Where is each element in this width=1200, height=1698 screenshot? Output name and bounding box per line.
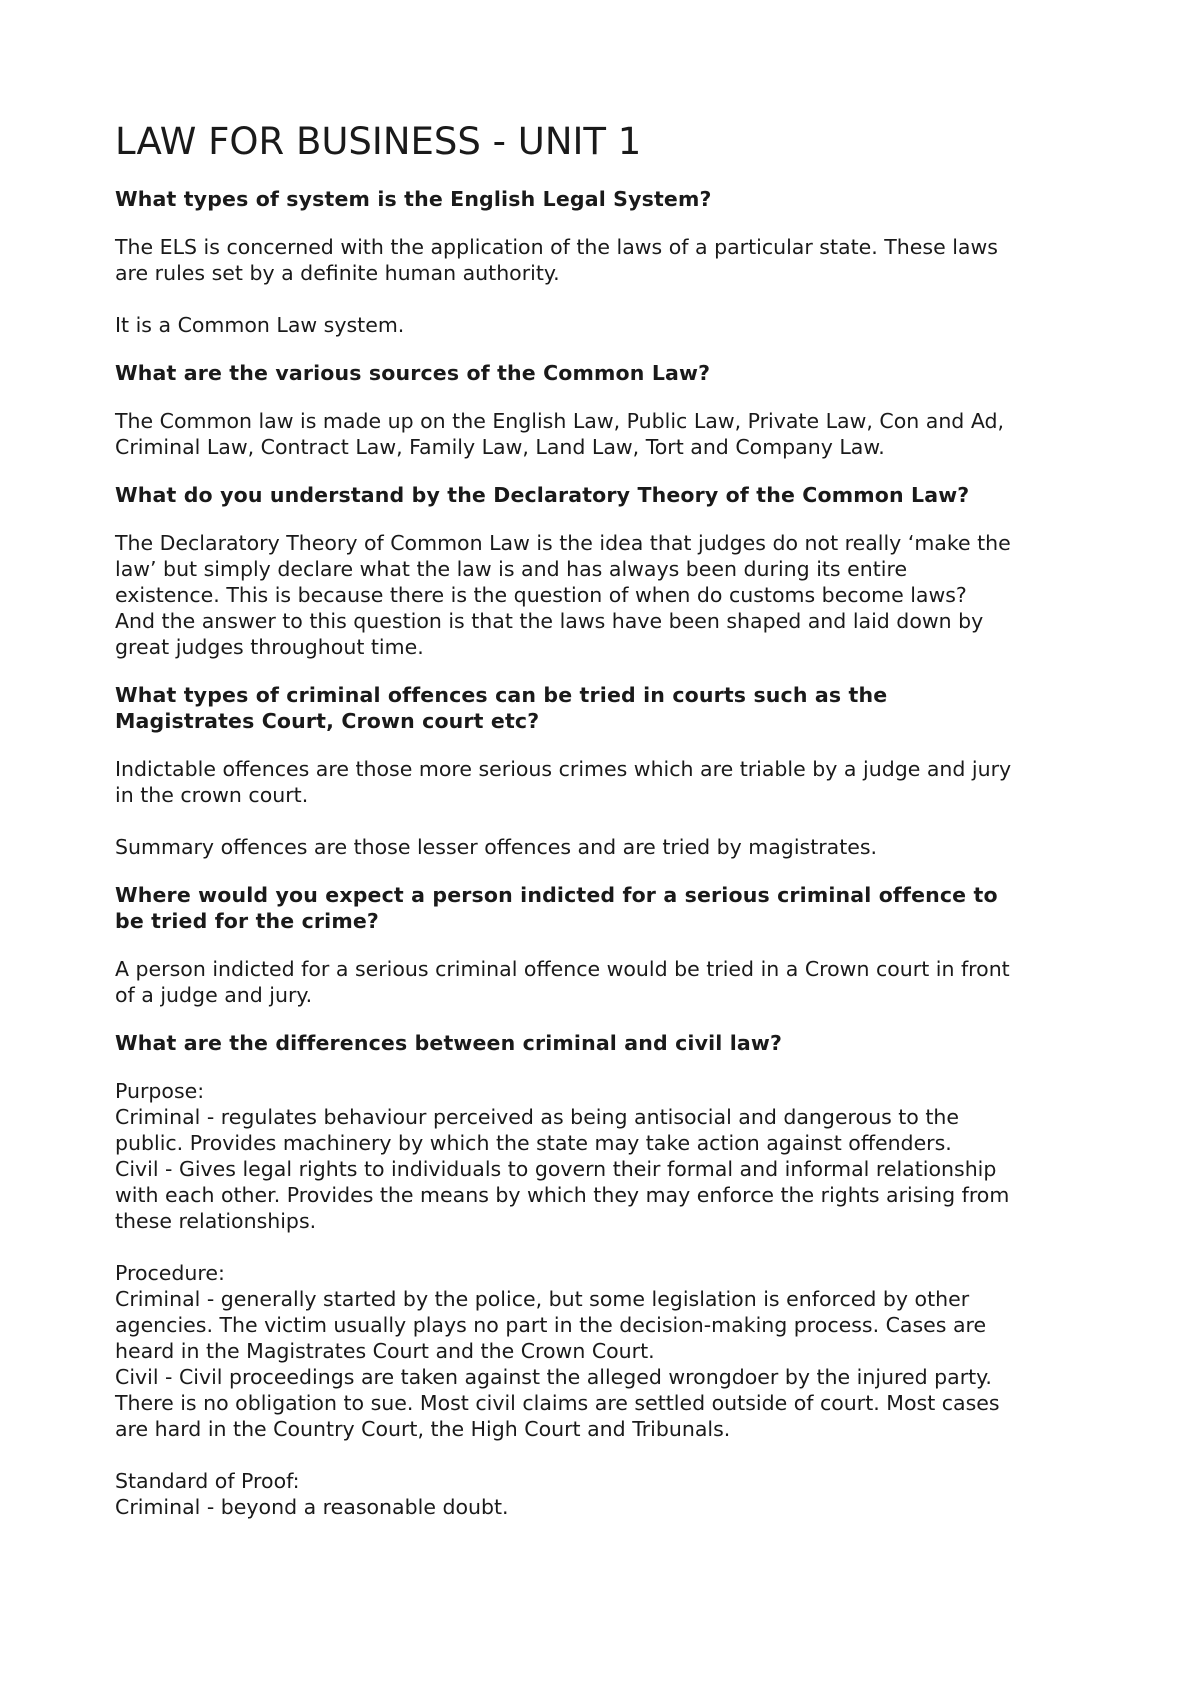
section-criminal-vs-civil <box>115 1030 1115 1520</box>
question-heading: What are the various sources of the Common Law? <box>115 361 711 385</box>
answer-paragraph: A person indicted for a serious criminal offence would be tried in a Crown court in front of a judge and jury. <box>115 957 1010 1007</box>
question-heading: Where would you expect a person indicted for a serious criminal offence to be tried for the crime? <box>115 883 998 933</box>
question-heading: What types of criminal offences can be tried in courts such as the Magistrates Court, Crown court etc? <box>115 683 888 733</box>
answer-paragraph: Indictable offences are those more serious crimes which are triable by a judge and jury in the crown court. <box>115 757 1012 807</box>
answer-paragraph-purpose: Purpose: Criminal - regulates behaviour perceived as being antisocial and dangerous to the public. Provides machinery by which the state may take action against offenders. Civil - Gives legal rights to individuals to govern their formal and informal relationship with each other. Provides the means by which they may enforce the rights arising from these relationships. <box>115 1079 1010 1233</box>
answer-paragraph: It is a Common Law system. <box>115 313 405 337</box>
question-heading: What do you understand by the Declaratory Theory of the Common Law? <box>115 483 970 507</box>
question-heading: What are the differences between criminal and civil law? <box>115 1031 783 1055</box>
answer-paragraph-procedure: Procedure: Criminal - generally started by the police, but some legislation is enforced by other agencies. The victim usually plays no part in the decision-making process. Cases are heard in the Magistrates Court and the Crown Court. Civil - Civil proceedings are taken against the alleged wrongdoer by the injured party. There is no obligation to sue. Most civil claims are settled outside of court. Most cases are hard in the Country Court, the High Court and Tribunals. <box>115 1261 1000 1441</box>
answer-paragraph: The Declaratory Theory of Common Law is the idea that judges do not really ‘make the law’ but simply declare what the law is and has always been during its entire existence. This is because there is the question of when do customs become laws? And the answer to this question is that the laws have been shaped and laid down by great judges throughout time. <box>115 531 1011 659</box>
section-criminal-offences-courts <box>115 682 1115 860</box>
answer-paragraph-standard-of-proof: Standard of Proof: Criminal - beyond a reasonable doubt. <box>115 1469 509 1519</box>
section-serious-offence-trial <box>115 882 1115 1008</box>
answer-paragraph: Summary offences are those lesser offences and are tried by magistrates. <box>115 835 878 859</box>
question-heading: What types of system is the English Legal System? <box>115 187 712 211</box>
document-title: LAW FOR BUSINESS - UNIT 1 <box>115 120 642 163</box>
section-declaratory-theory <box>115 482 1115 660</box>
section-common-law-sources <box>115 360 1115 460</box>
answer-paragraph: The Common law is made up on the English Law, Public Law, Private Law, Con and Ad, Criminal Law, Contract Law, Family Law, Land Law, Tort and Company Law. <box>115 409 1005 459</box>
section-els-type <box>115 186 1115 338</box>
document-page <box>115 118 1115 1546</box>
answer-paragraph: The ELS is concerned with the application of the laws of a particular state. These laws are rules set by a definite human authority. <box>115 235 998 285</box>
